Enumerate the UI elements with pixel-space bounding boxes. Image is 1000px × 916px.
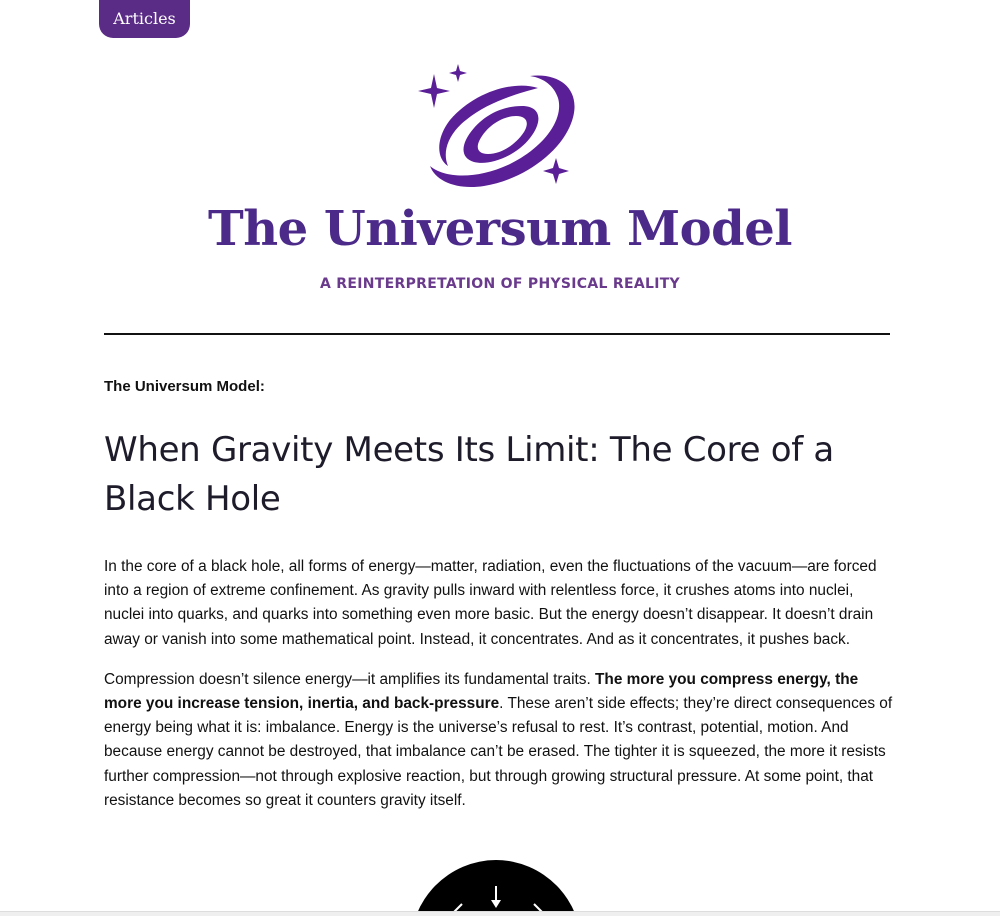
header-divider [104, 333, 890, 335]
site-tagline: A REINTERPRETATION OF PHYSICAL REALITY [320, 276, 680, 292]
articles-tab[interactable]: Articles [99, 0, 190, 38]
black-hole-illustration [410, 858, 582, 916]
article-kicker: The Universum Model: [104, 378, 265, 395]
galaxy-icon [418, 62, 582, 190]
article-title: When Gravity Meets Its Limit: The Core of a Black Hole [104, 430, 834, 519]
article-paragraph-2 [104, 668, 894, 813]
bottom-scroll-edge [0, 911, 1000, 916]
article-body [104, 376, 894, 813]
site-title[interactable]: The Universum Model [208, 201, 792, 257]
article-paragraph-1: In the core of a black hole, all forms of energy—matter, radiation, even the fluctuations of the vacuum—are forced into a region of extreme confinement. As gravity pulls inward with relentless force, it crushes atoms into nuclei, nuclei into quarks, and quarks into something even more basic. But the energy doesn’t disappear. It doesn’t drain away or vanish into some mathematical point. Instead, it concentrates. And as it concentrates, it pushes back. [104, 558, 877, 648]
paragraph-2-text-start: Compression doesn’t silence energy—it amplifies its fundamental traits. [104, 670, 596, 688]
paragraph-2-emphasis: The more you compress energy, the more you increase tension, inertia, and back-pressure [104, 670, 859, 713]
paragraph-2-text-end: . These aren’t side effects; they’re direct consequences of energy being what it is: imbalance. Energy is the universe’s refusal to rest. It’s contrast, potential, motion. And because energy cannot be destroyed, that imbalance can’t be erased. The tighter it is squeezed, the more it resists further compression—not through explosive reaction, but through growing structural pressure. At some point, that resistance becomes so great it counters gravity itself. [104, 695, 893, 809]
